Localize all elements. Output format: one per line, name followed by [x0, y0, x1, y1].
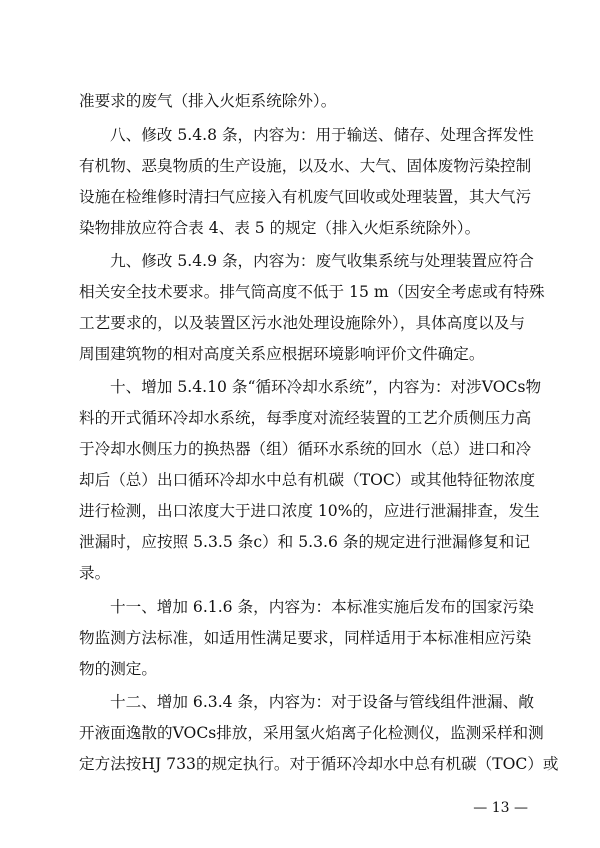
text-line: 准要求的废气（排入火炬系统除外）。	[79, 92, 337, 110]
text-line: 泄漏时，应按照 5.3.5 条c）和 5.3.6 条的规定进行泄漏修复和记	[79, 533, 530, 551]
text-line: 相关安全技术要求。排气筒高度不低于 15 m（因安全考虑或有特殊	[79, 283, 545, 301]
text-line: 十二、增加 6.3.4 条，内容为：对于设备与管线组件泄漏、敞	[110, 693, 534, 711]
text-line: 染物排放应符合表 4、表 5 的规定（排入火炬系统除外）。	[79, 219, 481, 237]
text-line: 九、修改 5.4.9 条，内容为：废气收集系统与处理装置应符合	[110, 252, 534, 270]
text-line: 于冷却水侧压力的换热器（组）循环水系统的回水（总）进口和冷	[79, 440, 532, 458]
text-line: 工艺要求的，以及装置区污水池处理设施除外），具体高度以及与	[79, 314, 525, 332]
text-line: 录。	[79, 564, 111, 582]
text-line: 却后（总）出口循环冷却水中总有机碳（TOC）或其他特征物浓度	[79, 471, 536, 489]
page-number: — 13 —	[473, 800, 528, 816]
text-line: 开液面逸散的VOCs排放，采用氢火焰离子化检测仪，监测采样和测	[79, 724, 544, 742]
text-line: 物的测定。	[79, 660, 157, 678]
text-line: 料的开式循环冷却水系统，每季度对流经装置的工艺介质侧压力高	[79, 409, 532, 427]
text-line: 十、增加 5.4.10 条“循环冷却水系统”，内容为：对涉VOCs物	[110, 378, 542, 396]
text-line: 物监测方法标准，如适用性满足要求，同样适用于本标准相应污染	[79, 629, 532, 647]
text-line: 定方法按HJ 733的规定执行。对于循环冷却水中总有机碳（TOC）或	[79, 755, 559, 773]
text-line: 周围建筑物的相对高度关系应根据环境影响评价文件确定。	[79, 345, 485, 363]
text-line: 八、修改 5.4.8 条，内容为：用于输送、储存、处理含挥发性	[110, 126, 534, 144]
text-line: 设施在检维修时清扫气应接入有机废气回收或处理装置，其大气污	[79, 188, 532, 206]
text-line: 十一、增加 6.1.6 条，内容为：本标准实施后发布的国家污染	[110, 598, 534, 616]
text-line: 进行检测，出口浓度大于进口浓度 10%的，应进行泄漏排查，发生	[79, 502, 540, 520]
text-line: 有机物、恶臭物质的生产设施，以及水、大气、固体废物污染控制	[79, 157, 532, 175]
